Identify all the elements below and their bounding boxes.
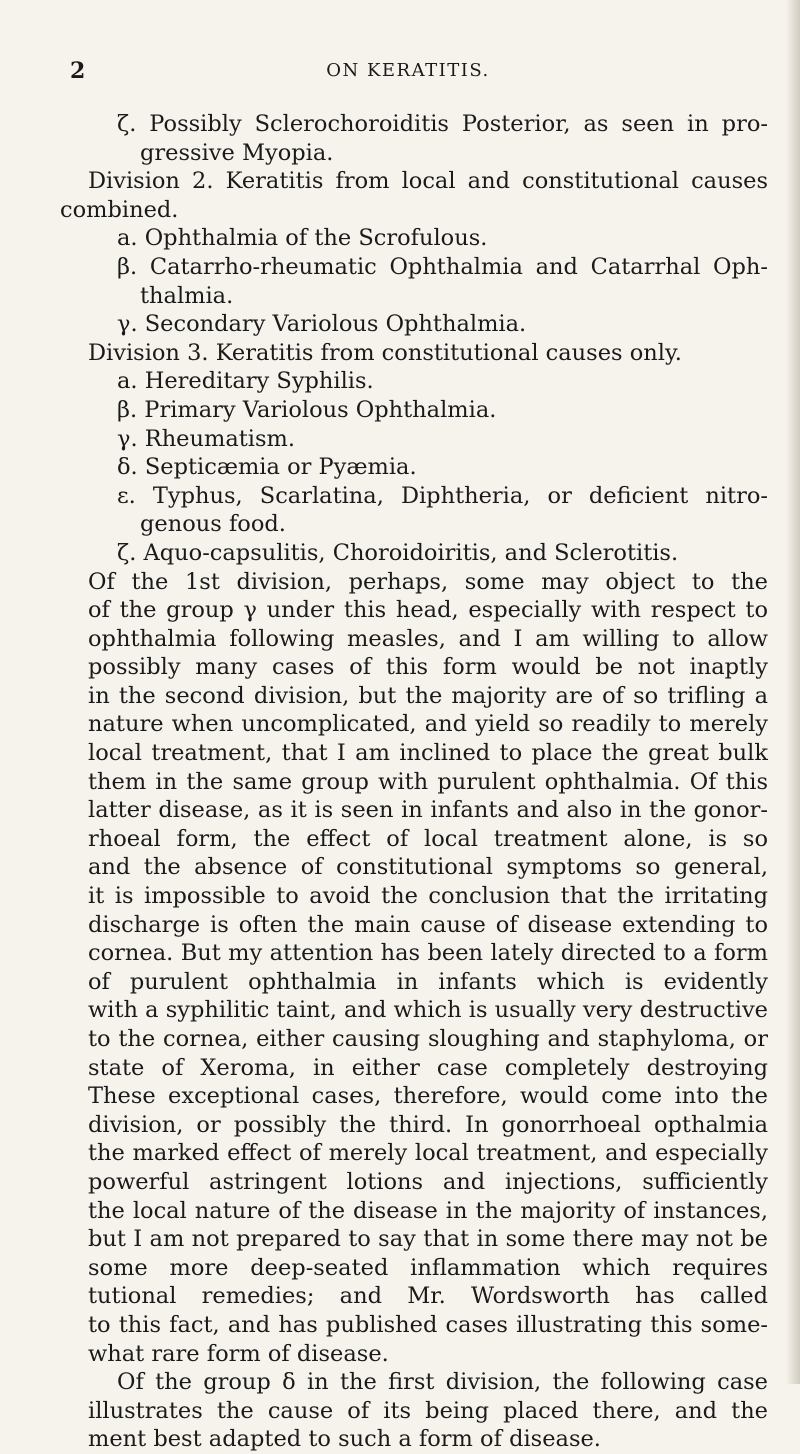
text-line: Of the group δ in the first division, the following case xyxy=(117,1369,768,1396)
text-line: ε. Typhus, Scarlatina, Diphtheria, or deficient nitro- xyxy=(117,482,768,509)
text-line: γ. Secondary Variolous Ophthalmia. xyxy=(117,311,527,338)
running-head: ON KERATITIS. xyxy=(326,60,490,81)
text-line: γ. Rheumatism. xyxy=(117,425,296,452)
text-line: gressive Myopia. xyxy=(140,139,334,166)
page-edge-shadow xyxy=(786,0,800,1384)
text-line: combined. xyxy=(60,196,179,223)
text-line: latter disease, as it is seen in infants and also in the gonor- xyxy=(88,797,768,824)
text-line: thalmia. xyxy=(140,282,234,309)
text-line: a. Ophthalmia of the Scrofulous. xyxy=(117,225,488,252)
page-number: 2 xyxy=(70,58,86,84)
text-line: ζ. Aquo-capsulitis, Choroidoiritis, and Sclerotitis. xyxy=(117,539,679,566)
text-line: in the second division, but the majority are of so trifling a xyxy=(88,682,768,709)
text-line: Division 2. Keratitis from local and constitutional causes xyxy=(88,168,768,195)
text-line: ζ. Possibly Sclerochoroiditis Posterior, as seen in pro- xyxy=(117,111,768,137)
body-text xyxy=(60,110,768,1454)
text-line: genous food. xyxy=(140,511,286,538)
text-line: illustrates the cause of its being placed there, and the xyxy=(88,1397,768,1424)
text-line: tutional remedies; and Mr. Wordsworth has called xyxy=(88,1283,768,1310)
text-line: the local nature of the disease in the majority of instances, xyxy=(88,1197,768,1224)
text-line: state of Xeroma, in either case completely destroying xyxy=(88,1054,768,1081)
text-line: These exceptional cases, therefore, would come into the xyxy=(88,1083,768,1110)
text-line: a. Hereditary Syphilis. xyxy=(117,368,374,395)
text-line: it is impossible to avoid the conclusion that the irritating xyxy=(88,883,768,910)
text-line: rhoeal form, the effect of local treatment alone, is so xyxy=(88,825,768,852)
text-line: ophthalmia following measles, and I am willing to allow xyxy=(88,625,768,652)
text-line: δ. Septicæmia or Pyæmia. xyxy=(117,454,417,481)
text-line: local treatment, that I am inclined to place the great bulk xyxy=(88,740,768,767)
text-line: with a syphilitic taint, and which is usually very destructive xyxy=(88,997,768,1024)
text-line: cornea. But my attention has been lately directed to a form xyxy=(88,940,768,967)
text-line: β. Catarrho-rheumatic Ophthalmia and Catarrhal Oph- xyxy=(117,253,768,280)
text-line: possibly many cases of this form would be not inaptly xyxy=(88,654,768,681)
text-line: the marked effect of merely local treatment, and especially xyxy=(88,1140,768,1167)
text-line: discharge is often the main cause of disease extending to xyxy=(88,911,768,938)
text-line: ment best adapted to such a form of disease. xyxy=(88,1426,601,1453)
text-line: but I am not prepared to say that in some there may not be xyxy=(88,1226,768,1253)
text-line: powerful astringent lotions and injections, sufficiently xyxy=(88,1168,768,1195)
text-line: to the cornea, either causing sloughing and staphyloma, or xyxy=(88,1026,768,1052)
text-line: some more deep-seated inflammation which requires xyxy=(88,1254,768,1281)
text-line: division, or possibly the third. In gonorrhoeal opthalmia xyxy=(88,1111,768,1138)
text-line: β. Primary Variolous Ophthalmia. xyxy=(117,396,497,423)
text-line: of purulent ophthalmia in infants which is evidently xyxy=(88,968,768,995)
text-line: nature when uncomplicated, and yield so readily to merely xyxy=(88,711,768,738)
text-line: to this fact, and has published cases illustrating this some- xyxy=(88,1311,768,1338)
text-line: Division 3. Keratitis from constitutional causes only. xyxy=(88,339,682,366)
text-line: them in the same group with purulent ophthalmia. Of this xyxy=(88,768,768,795)
text-line: and the absence of constitutional symptoms so general, xyxy=(88,854,768,881)
page-header xyxy=(70,58,746,88)
text-line: what rare form of disease. xyxy=(88,1340,389,1367)
text-line: of the group γ under this head, especially with respect to xyxy=(88,597,768,624)
text-line: Of the 1st division, perhaps, some may object to the xyxy=(88,568,768,595)
